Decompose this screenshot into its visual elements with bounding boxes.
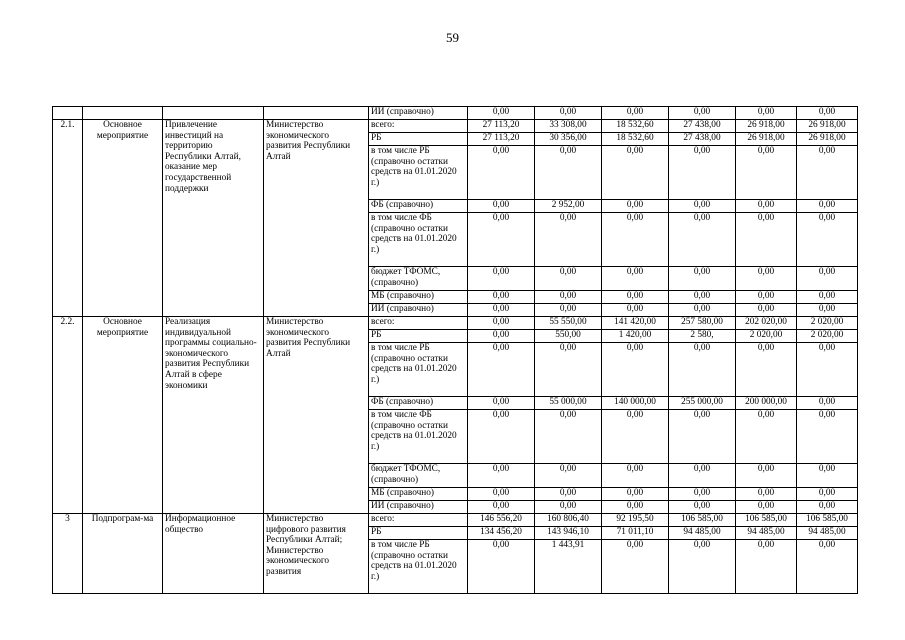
value-cell: 0,00	[535, 304, 602, 317]
value-cell: 0,00	[468, 213, 535, 267]
value-cell: 0,00	[736, 107, 797, 120]
value-cell: 0,00	[468, 267, 535, 291]
value-cell: 71 011,10	[602, 527, 669, 540]
source-cell: всего:	[369, 120, 468, 133]
value-cell: 1 443,91	[535, 540, 602, 594]
group-code: 2.2.	[53, 317, 83, 514]
value-cell: 0,00	[669, 410, 736, 464]
value-cell: 550,00	[535, 330, 602, 343]
value-cell: 0,00	[669, 267, 736, 291]
value-cell: 140 000,00	[602, 397, 669, 410]
value-cell: 0,00	[535, 410, 602, 464]
value-cell: 0,00	[797, 343, 858, 397]
value-cell: 0,00	[602, 304, 669, 317]
value-cell: 2 020,00	[736, 330, 797, 343]
value-cell: 0,00	[468, 304, 535, 317]
status-cell	[83, 107, 163, 120]
value-cell: 0,00	[736, 501, 797, 514]
value-cell: 0,00	[797, 501, 858, 514]
group-name: Реализация индивидуальной программы социально-экономического развития Республики Алтай в сфере экономики	[163, 317, 264, 514]
value-cell: 0,00	[535, 501, 602, 514]
value-cell: 0,00	[468, 107, 535, 120]
value-cell: 0,00	[602, 343, 669, 397]
value-cell: 0,00	[602, 107, 669, 120]
value-cell: 0,00	[468, 291, 535, 304]
value-cell: 106 585,00	[797, 514, 858, 527]
value-cell: 0,00	[736, 488, 797, 501]
table-row	[53, 317, 858, 330]
value-cell: 0,00	[797, 488, 858, 501]
value-cell: 18 532,60	[602, 120, 669, 133]
value-cell: 0,00	[736, 304, 797, 317]
value-cell: 0,00	[468, 317, 535, 330]
value-cell: 0,00	[602, 410, 669, 464]
value-cell: 92 195,50	[602, 514, 669, 527]
group-status: Подпрограм-ма	[83, 514, 163, 594]
table-row	[53, 514, 858, 527]
value-cell: 0,00	[797, 213, 858, 267]
source-cell: РБ	[369, 527, 468, 540]
value-cell: 0,00	[535, 146, 602, 200]
value-cell: 0,00	[535, 488, 602, 501]
value-cell: 0,00	[797, 291, 858, 304]
value-cell: 0,00	[602, 501, 669, 514]
value-cell: 0,00	[797, 267, 858, 291]
source-cell: МБ (справочно)	[369, 488, 468, 501]
source-cell: ИИ (справочно)	[369, 107, 468, 120]
source-cell: бюджет ТФОМС, (справочно)	[369, 267, 468, 291]
value-cell: 0,00	[468, 501, 535, 514]
table-row	[53, 120, 858, 133]
value-cell: 30 356,00	[535, 133, 602, 146]
value-cell: 160 806,40	[535, 514, 602, 527]
source-cell: в том числе РБ (справочно остатки средств на 01.01.2020 г.)	[369, 540, 468, 594]
value-cell: 27 438,00	[669, 120, 736, 133]
group-code: 3	[53, 514, 83, 594]
value-cell: 134 456,20	[468, 527, 535, 540]
value-cell: 0,00	[797, 464, 858, 488]
value-cell: 255 000,00	[669, 397, 736, 410]
value-cell: 0,00	[797, 397, 858, 410]
value-cell: 0,00	[736, 267, 797, 291]
value-cell: 26 918,00	[736, 133, 797, 146]
value-cell: 0,00	[535, 267, 602, 291]
value-cell: 0,00	[797, 107, 858, 120]
value-cell: 0,00	[797, 410, 858, 464]
value-cell: 27 438,00	[669, 133, 736, 146]
value-cell: 0,00	[468, 343, 535, 397]
value-cell: 27 113,20	[468, 133, 535, 146]
source-cell: ИИ (справочно)	[369, 304, 468, 317]
value-cell: 0,00	[602, 291, 669, 304]
source-cell: МБ (справочно)	[369, 291, 468, 304]
code-cell	[53, 107, 83, 120]
group-name: Информационное общество	[163, 514, 264, 594]
value-cell: 0,00	[535, 343, 602, 397]
source-cell: в том числе РБ (справочно остатки средств на 01.01.2020 г.)	[369, 343, 468, 397]
value-cell: 0,00	[797, 540, 858, 594]
value-cell: 55 550,00	[535, 317, 602, 330]
source-cell: в том числе ФБ (справочно остатки средств на 01.01.2020 г.)	[369, 213, 468, 267]
group-executor: Министерство экономического развития Республики Алтай	[264, 120, 369, 317]
value-cell: 0,00	[468, 200, 535, 213]
value-cell: 0,00	[797, 200, 858, 213]
value-cell: 143 946,10	[535, 527, 602, 540]
source-cell: ФБ (справочно)	[369, 200, 468, 213]
value-cell: 0,00	[669, 540, 736, 594]
value-cell: 33 308,00	[535, 120, 602, 133]
page-number: 59	[446, 30, 459, 45]
value-cell: 0,00	[669, 213, 736, 267]
value-cell: 0,00	[736, 343, 797, 397]
value-cell: 0,00	[669, 304, 736, 317]
value-cell: 0,00	[669, 488, 736, 501]
source-cell: бюджет ТФОМС, (справочно)	[369, 464, 468, 488]
group-executor: Министерство экономического развития Республики Алтай	[264, 317, 369, 514]
value-cell: 0,00	[797, 146, 858, 200]
value-cell: 94 485,00	[797, 527, 858, 540]
value-cell: 0,00	[468, 410, 535, 464]
group-code: 2.1.	[53, 120, 83, 317]
table-body	[53, 107, 858, 594]
value-cell: 0,00	[736, 213, 797, 267]
value-cell: 94 485,00	[736, 527, 797, 540]
value-cell: 0,00	[736, 540, 797, 594]
value-cell: 0,00	[602, 464, 669, 488]
table-row	[53, 107, 858, 120]
value-cell: 0,00	[468, 146, 535, 200]
value-cell: 1 420,00	[602, 330, 669, 343]
value-cell: 27 113,20	[468, 120, 535, 133]
value-cell: 0,00	[736, 146, 797, 200]
value-cell: 26 918,00	[797, 120, 858, 133]
source-cell: ФБ (справочно)	[369, 397, 468, 410]
group-status: Основное мероприятие	[83, 120, 163, 317]
value-cell: 0,00	[669, 107, 736, 120]
value-cell: 106 585,00	[736, 514, 797, 527]
value-cell: 0,00	[535, 107, 602, 120]
value-cell: 141 420,00	[602, 317, 669, 330]
source-cell: в том числе ФБ (справочно остатки средств на 01.01.2020 г.)	[369, 410, 468, 464]
value-cell: 2 020,00	[797, 317, 858, 330]
value-cell: 0,00	[602, 540, 669, 594]
value-cell: 0,00	[602, 200, 669, 213]
value-cell: 146 556,20	[468, 514, 535, 527]
value-cell: 0,00	[736, 464, 797, 488]
executor-cell	[264, 107, 369, 120]
value-cell: 0,00	[535, 464, 602, 488]
group-name: Привлечение инвестиций на территорию Республики Алтай, оказание мер государственной поддержки	[163, 120, 264, 317]
value-cell: 202 020,00	[736, 317, 797, 330]
value-cell: 0,00	[535, 291, 602, 304]
value-cell: 2 580,	[669, 330, 736, 343]
source-cell: всего:	[369, 514, 468, 527]
group-executor: Министерство цифрового развития Республики Алтай; Министерство экономического развития	[264, 514, 369, 594]
budget-table	[52, 106, 858, 594]
value-cell: 200 000,00	[736, 397, 797, 410]
group-status: Основное мероприятие	[83, 317, 163, 514]
value-cell: 0,00	[736, 291, 797, 304]
value-cell: 55 000,00	[535, 397, 602, 410]
source-cell: в том числе РБ (справочно остатки средств на 01.01.2020 г.)	[369, 146, 468, 200]
value-cell: 0,00	[602, 267, 669, 291]
value-cell: 0,00	[468, 330, 535, 343]
value-cell: 0,00	[669, 200, 736, 213]
value-cell: 257 580,00	[669, 317, 736, 330]
source-cell: ИИ (справочно)	[369, 501, 468, 514]
value-cell: 0,00	[669, 501, 736, 514]
value-cell: 18 532,60	[602, 133, 669, 146]
source-cell: всего:	[369, 317, 468, 330]
value-cell: 0,00	[468, 464, 535, 488]
value-cell: 0,00	[669, 146, 736, 200]
value-cell: 0,00	[535, 213, 602, 267]
value-cell: 106 585,00	[669, 514, 736, 527]
value-cell: 2 952,00	[535, 200, 602, 213]
value-cell: 26 918,00	[736, 120, 797, 133]
value-cell: 0,00	[602, 213, 669, 267]
value-cell: 0,00	[736, 200, 797, 213]
value-cell: 94 485,00	[669, 527, 736, 540]
name-cell	[163, 107, 264, 120]
value-cell: 0,00	[797, 304, 858, 317]
value-cell: 0,00	[669, 343, 736, 397]
source-cell: РБ	[369, 330, 468, 343]
value-cell: 0,00	[602, 146, 669, 200]
value-cell: 0,00	[468, 488, 535, 501]
value-cell: 2 020,00	[797, 330, 858, 343]
value-cell: 0,00	[736, 410, 797, 464]
value-cell: 0,00	[669, 291, 736, 304]
value-cell: 26 918,00	[797, 133, 858, 146]
value-cell: 0,00	[602, 488, 669, 501]
source-cell: РБ	[369, 133, 468, 146]
value-cell: 0,00	[468, 397, 535, 410]
value-cell: 0,00	[468, 540, 535, 594]
value-cell: 0,00	[669, 464, 736, 488]
